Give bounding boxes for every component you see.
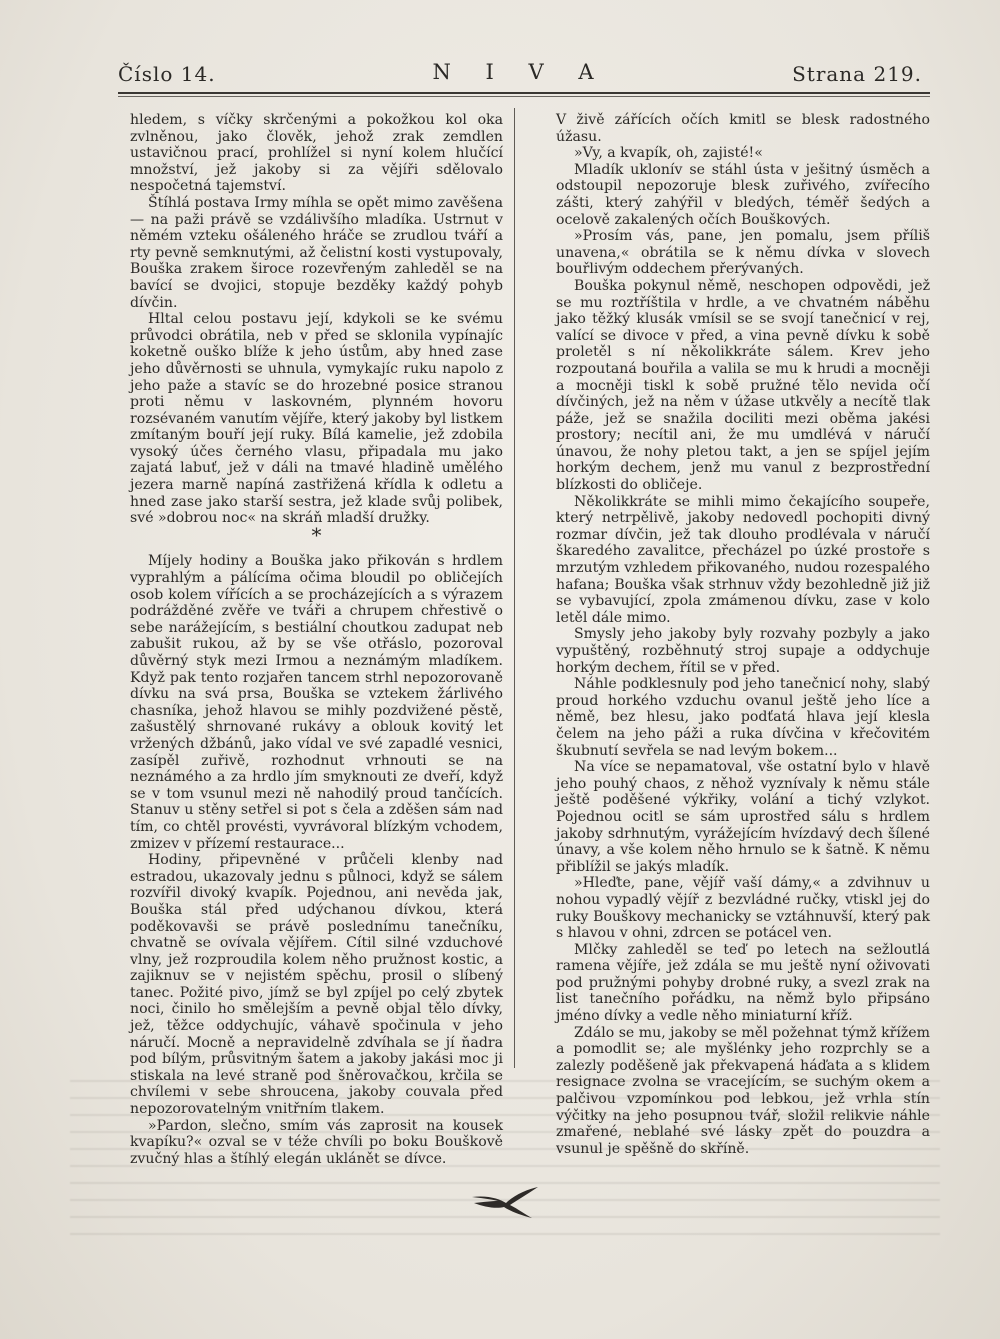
paragraph: Hodiny, připevněné v průčeli klenby nad estradou, ukazovaly jednu s půlnoci, když se sálem rozvířil divoký kvapík. Pojednou, ani nevěda jak, Bouška stál před udýchanou dívkou, která poděkovavši se právě poslednímu tanečníku, chvatně se ovívala vějířem. Cítil silné vzduchové vlny, jež rozproudila kolem něho pružnost kostic, a zajiknuv se v nejistém spěchu, prosil o slíbený tanec. Požité pivo, jímž se byl zpíjel po celý zbytek noci, činilo ho smělejším a pevně objal tělo dívky, jež, těžce oddychujíc, váhavě spočinula v jeho náručí. Mocně a nepravidelně zdvíhala se jí ňadra pod bílým, průsvitným šatem a jakoby jakási moc ji stiskala na levé straně pod šněrovačkou, krčila se chvílemi v sebe shroucena, jakoby couvala před nepozorovatelným vnitřním tlakem. bbox=[130, 852, 503, 1118]
paragraph: Zdálo se mu, jakoby se měl požehnat týmž křížem a pomodlit se; ale myšlénky jeho rozprchly se a zalezly poděšeně jak překvapená háďata a s klidem resignace zvolna se vracejícím, se suchým okem a palčivou vzpomínkou pod lebkou, jež vrhla stín výčitky na jeho posupnou tvář, složil relikvie náhle zmařené, neblahé své lásky zpět do pouzdra a vsunul je spěšně do skříně. bbox=[556, 1024, 930, 1157]
swallow-ornament-icon bbox=[470, 1185, 540, 1220]
paragraph: Bouška pokynul němě, neschopen odpovědi, jež se mu roztříštila v hrdle, a ve chvatném náběhu jako těžký klusák vmísil se se svojí tanečnicí v rej, valící se divoce v před, a vina pevně dívku k sobě proletěl s ní několikkráte sálem. Krev jeho rozpoutaná bouřila a valila se mu k hrudi a mocněji a mocněji tiskl k sobě pružné tělo nevida očí dívčiných, jež na něm v úžase utkvěly a necítě tlak páže, jež se snažila dociliti mezi oběma jakési prostory; necítil ani, že mu umdlévá v náručí únavou, že nohy pletou takt, a jen se spíjel jejím horkým dechem, jenž mu vanul z bezprostřední blízkosti do obličeje. bbox=[556, 277, 930, 494]
paragraph: Štíhlá postava Irmy míhla se opět mimo zavěšena — na paži právě se vzdálivšího mladíka. Ustrnut v němém vzteku ošáleného hráče se zrudlou tváří a rty pevně semknutými, až čelistní kosti vystupovaly, Bouška zrakem široce rozevřeným zahleděl se na bavící se dvojici, stopuje bezděky každý pohyb dívčin. bbox=[130, 194, 503, 311]
paragraph: hledem, s víčky skrčenými a pokožkou kol oka zvlněnou, jako člověk, jehož zrak zemdlen ustavičnou prací, prohlížel si nyní kolem hlučící množství, jež jakoby si za vějíři sdělovalo nespočetná tajemství. bbox=[130, 112, 503, 195]
paragraph: Náhle podklesnuly pod jeho tanečnicí nohy, slabý proud horkého vzduchu ovanul ještě jeho líce a němě, bez hlesu, jako podťatá hlava její klesla čelem na jeho páži a ruka dívčina v křečovitém škubnutí sevřela se nad levým bokem... bbox=[556, 676, 930, 759]
paragraph: Hltal celou postavu její, kdykoli se ke svému průvodci obrátila, neb v před se sklonila vypínajíc koketně ouško blíže k jeho ústům, aby hned zase jeho důvěrnosti se uhnula, vymykajíc ruku napolo z jeho paže a stavíc se do hrozebné posice stranou proti němu v laskovném, plynném hovoru rozsévaném vanutím vějíře, který jakoby byl listkem zmítaným bouří její ruky. Bílá kamelie, jež zdobila vysoký účes černého vlasu, připadala mu jako zajatá labuť, jež v dáli na tmavé hladině umělého jezera marně napíná zastřižená křídla k odletu a hned zase jako starší sestra, jež klade svůj polibek, své »dobrou noc« na skráň mladší družky. bbox=[130, 311, 503, 527]
paragraph: »Prosím vás, pane, jen pomalu, jsem příliš unavena,« obrátila se k němu dívka v slovech bouřlivým oddechem přerývaných. bbox=[556, 228, 930, 278]
paragraph: »Vy, a kvapík, oh, zajisté!« bbox=[574, 145, 763, 162]
paragraph: Míjely hodiny a Bouška jako přikován s hrdlem vyprahlým a pálícíma očima bloudil po obličejích osob kolem vířících a se procházejících a s výrazem podrážděné zvěře ve tváři a chrupem chřestivě o sebe narážejícím, s bestiální choutkou zadupat neb zabušit rukou, až by se vše otřáslo, pozoroval důvěrný styk mezi Irmou a neznámým mladíkem. Když pak tento rozjařen tancem strhl nepozorovaně dívku na svá prsa, Bouška se vztekem žárlivého chasníka, jehož hlavou se mihly pozdvižené pěstě, zašustělý shrnované rukávy a oblouk kovitý let vržených džbánů, jako vídal ve své zapadlé vesnici, zasípěl zuřivě, rozhodnut vrhnouti se na neznámého a za hrdlo jím smyknouti ze dveří, když se v tom vsunul mezi ně nahodilý proud tančících. Stanuv u stěny setřel si pot s čela a zděšen sám nad tím, co chtěl provésti, vyvrávoral blízkým vchodem, zmizev v přízemí restaurace... bbox=[130, 553, 503, 852]
magazine-title: N I V A bbox=[432, 60, 608, 84]
paragraph: Smysly jeho jakoby byly rozvahy pozbyly a jako vypuštěný, rozběhnutý stroj supaje a oddychuje horkým dechem, řítil se v před. bbox=[556, 626, 930, 676]
header-rule-thin bbox=[118, 96, 930, 97]
paragraph: Několikkráte se mihli mimo čekajícího soupeře, který netrpělivě, jakoby nedovedl pochopiti divný rozmar dívčin, jež tak dlouho prodlévala v náručí škaredého zavalitce, přecházel po úzké prostoře s mrzutým vzhledem přikovaného, nudou rozespalého hafana; Bouška však strhnuv vždy bezohledně již již se vybavující, zpola zmámenou dívku, zase v kolo letěl dále mimo. bbox=[556, 493, 930, 626]
page-number: Strana 219. bbox=[792, 62, 922, 86]
left-column bbox=[130, 112, 503, 1167]
section-break-asterisk: * bbox=[311, 522, 322, 547]
paragraph: Mlčky zahleděl se teď po letech na sežloutlá ramena vějíře, jež zdála se mu ještě nyní oživovati pod pružnými pohyby drobné ruky, a svezl zrak na list tanečního pořádku, na němž bylo připsáno jméno dívky a vedle něho miniaturní kříž. bbox=[556, 941, 930, 1025]
paragraph: »Pardon, slečno, smím vás zaprosit na kousek kvapíku?« ozval se v téže chvíli po boku Bouškově zvučný hlas a štíhlý elegán uklánět se dívce. bbox=[130, 1117, 503, 1167]
column-divider bbox=[514, 108, 515, 1068]
page-header bbox=[118, 62, 922, 96]
paragraph: V živě zářících očích kmitl se blesk radostného úžasu. bbox=[556, 112, 930, 145]
right-column bbox=[556, 112, 930, 1157]
issue-number: Číslo 14. bbox=[118, 62, 216, 86]
header-rule bbox=[118, 92, 930, 94]
paragraph: Na více se nepamatoval, vše ostatní bylo v hlavě jeho pouhý chaos, z něhož vyznívaly k němu stále ještě poděšené výkřiky, volání a tichý vzlykot. Pojednou ocitl se sám uprostřed sálu s hrdlem jakoby sdrhnutým, vyrážejícím hvízdavý dech šílené únavy, a vše kolem něho hrnulo se k šatně. K němu přiblížil se jakýs mladík. bbox=[556, 759, 930, 875]
paragraph: »Hleďte, pane, vějíř vaší dámy,« a zdvihnuv u nohou vypadlý vějíř z bezvládné ručky, vtiskl jej do ruky Bouškovy mechanicky se vztáhnuvší, který pak s hlavou v ohni, zdrcen se potácel ven. bbox=[556, 875, 930, 942]
paragraph: Mladík uklonív se stáhl ústa v ješitný úsměch a odstoupil nepozoruje blesk zuřivého, zvířecího zášti, který zahýřil v bledých, téměř šedých a ocelově zakalených očích Bouškových. bbox=[556, 161, 930, 228]
